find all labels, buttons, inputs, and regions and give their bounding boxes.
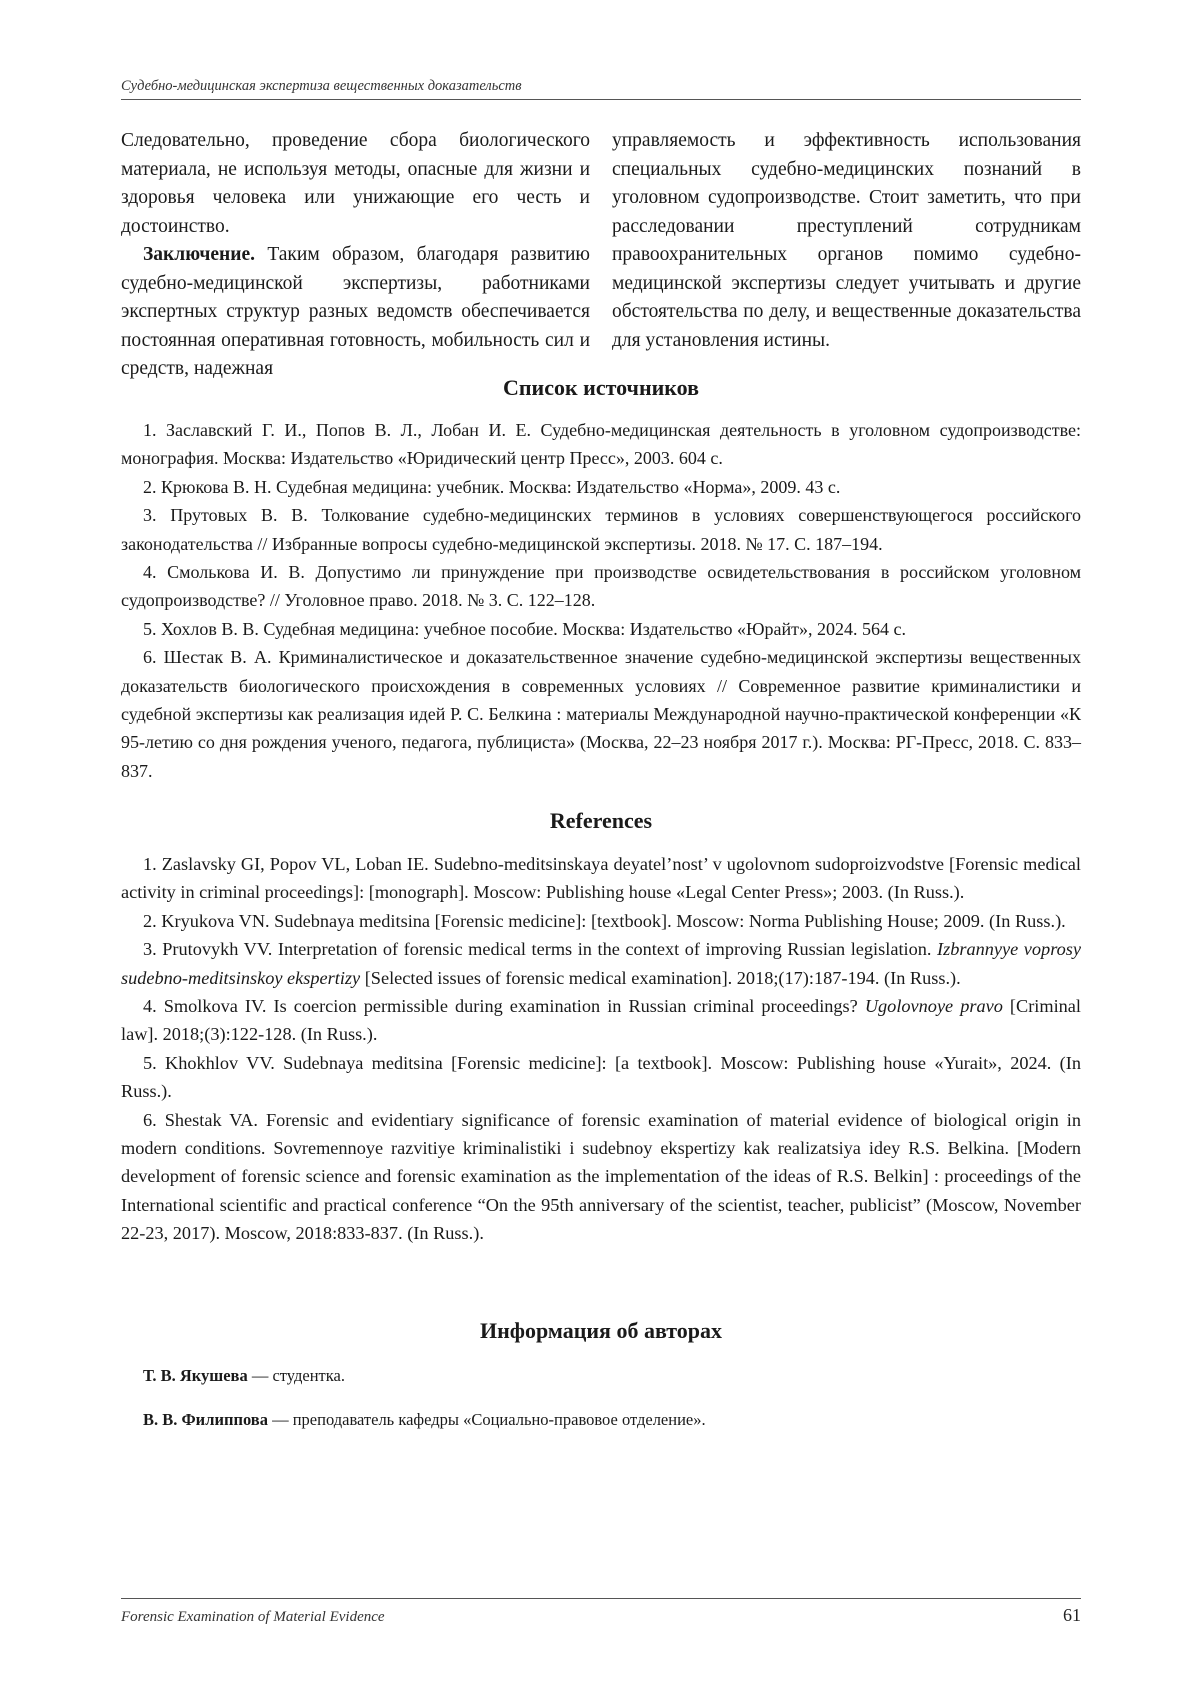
- reference-item: 6. Shestak VA. Forensic and evidentiary significance of forensic examination of material evidence of biological origin in modern conditions. Sovremennoye razvitiye kriminalistiki i sudebnoy ekspertizy kak realizatsiya idey R.S. Belkina. [Modern development of forensic science and forensic examination as the implementation of the ideas of R.S. Belkin] : proceedings of the International scientific and practical conference “On the 95th anniversary of the scientist, teacher, publicist” (Moscow, November 22-23, 2017). Moscow, 2018:833-837. (In Russ.).: [121, 1109, 1081, 1244]
- source-item: 1. Заславский Г. И., Попов В. Л., Лобан И. Е. Судебно-медицинская деятельность в уголовном судопроизводстве: монография. Москва: Издательство «Юридический центр Пресс», 2003. 604 с.: [121, 420, 1081, 469]
- conclusion-paragraph: [121, 241, 590, 384]
- right-column: [612, 127, 1081, 384]
- journal-title: Izbrannyye voprosy sudebno-meditsinskoy ekspertizy: [121, 939, 1081, 988]
- source-item: 4. Смолькова И. В. Допустимо ли принуждение при производстве освидетельствования в российском уголовном судопроизводстве? // Уголовное право. 2018. № 3. С. 122–128.: [121, 562, 1081, 611]
- reference-item: [121, 935, 1081, 992]
- author-role: — преподаватель кафедры «Социально-правовое отделение».: [267, 1410, 706, 1429]
- left-column: [121, 127, 590, 384]
- conclusion-label: Заключение.: [143, 244, 256, 265]
- reference-item: [121, 992, 1081, 1049]
- author-role: — студентка.: [247, 1366, 345, 1385]
- references-list: [121, 850, 1081, 1248]
- journal-title: Ugolovnoye pravo: [864, 996, 1003, 1017]
- running-head: Судебно-медицинская экспертиза вещественных доказательств: [121, 78, 1081, 100]
- reference-item: 2. Kryukova VN. Sudebnaya meditsina [Forensic medicine]: [textbook]. Moscow: Norma Publishing House; 2009. (In Russ.).: [143, 910, 1066, 931]
- reference-item: 5. Khokhlov VV. Sudebnaya meditsina [Forensic medicine]: [a textbook]. Moscow: Publishing house «Yurait», 2024. (In Russ.).: [121, 1052, 1081, 1102]
- source-item: 3. Прутовых В. В. Толкование судебно-медицинских терминов в условиях совершенствующегося российского законодательства // Избранные вопросы судебно-медицинской экспертизы. 2018. № 17. С. 187–194.: [121, 505, 1081, 554]
- reference-text: 4. Smolkova IV. Is coercion permissible during examination in Russian criminal proceedings?: [143, 996, 865, 1017]
- reference-item: 1. Zaslavsky GI, Popov VL, Loban IE. Sudebno-meditsinskaya deyatel’nost’ v ugolovnom sudoproizvodstve [Forensic medical activity in criminal proceedings]: [monograph]. Moscow: Publishing house «Legal Center Press»; 2003. (In Russ.).: [121, 854, 1081, 903]
- author-line: [121, 1410, 1081, 1430]
- source-item: 2. Крюкова В. Н. Судебная медицина: учебник. Москва: Издательство «Норма», 2009. 43 с.: [143, 476, 841, 497]
- authors-title: Информация об авторах: [479, 1318, 723, 1343]
- body-paragraph: управляемость и эффективность использования специальных судебно-медицинских познаний в уголовном судопроизводстве. Стоит заметить, что при расследовании преступлений сотрудникам правоохранительных органов помимо судебно-медицинской экспертизы следует учитывать и другие обстоятельства по делу, и вещественные доказательства для установления истины.: [612, 130, 1081, 351]
- reference-text: 3. Prutovykh VV. Interpretation of forensic medical terms in the context of improving Russian legislation.: [143, 939, 938, 960]
- source-item: 6. Шестак В. А. Криминалистическое и доказательственное значение судебно-медицинской экспертизы вещественных доказательств биологического происхождения в современных условиях // Современное развитие криминалистики и судебной экспертизы как реализация идей Р. С. Белкина : материалы Международной научно-практической конференции «К 95-летию со дня рождения ученого, педагога, публициста» (Москва, 22–23 ноября 2017 г.). Москва: РГ-Пресс, 2018. С. 833–837.: [121, 647, 1081, 781]
- reference-text: [Selected issues of forensic medical examination]. 2018;(17):187-194. (In Russ.).: [360, 967, 961, 988]
- source-item: 5. Хохлов В. В. Судебная медицина: учебное пособие. Москва: Издательство «Юрайт», 2024. 564 с.: [143, 618, 906, 639]
- references-title: References: [549, 808, 653, 833]
- reference-text: [Criminal law]. 2018;(3):122-128. (In Russ.).: [121, 996, 1081, 1045]
- page-number: 61: [1063, 1605, 1081, 1625]
- conclusion-text: Таким образом, благодаря развитию судебно-медицинской экспертизы, работниками экспертных структур разных ведомств обеспечивается постоянная оперативная готовность, мобильность сил и средств, надежная: [121, 244, 590, 379]
- sources-list: [121, 416, 1081, 785]
- body-columns: [121, 127, 1081, 384]
- page-footer: [121, 1598, 1081, 1626]
- body-paragraph: Следовательно, проведение сбора биологического материала, не используя методы, опасные для жизни и здоровья человека или унижающие его честь и достоинство.: [121, 130, 590, 237]
- journal-name: Forensic Examination of Material Evidence: [121, 1609, 385, 1625]
- author-name: В. В. Филиппова: [143, 1410, 268, 1429]
- author-line: [121, 1366, 1081, 1386]
- author-name: Т. В. Якушева: [143, 1366, 248, 1385]
- sources-title: Список источников: [502, 375, 700, 400]
